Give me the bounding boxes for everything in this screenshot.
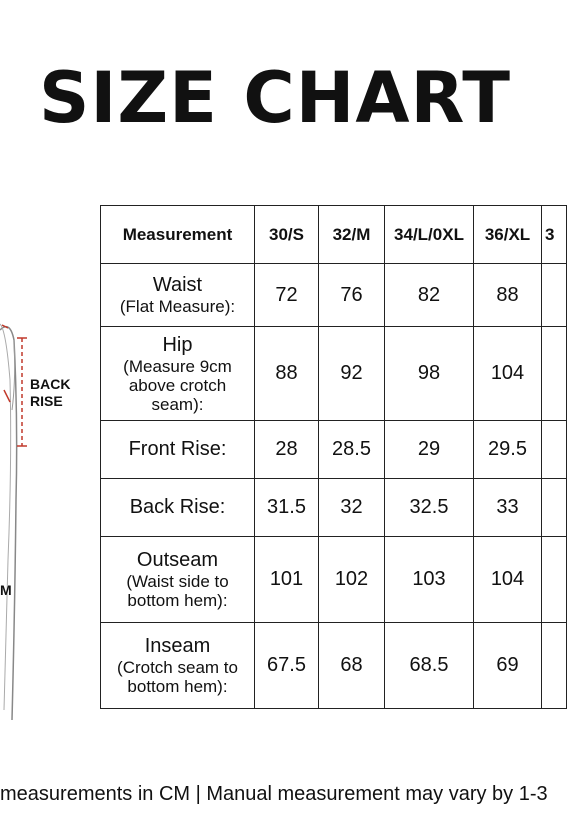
value-cell: 82 — [385, 264, 474, 327]
table-row — [101, 537, 567, 623]
measurement-name: Hip (Measure 9cm above crotch seam): — [101, 327, 255, 421]
table-row — [101, 479, 567, 537]
measurement-name: Inseam (Crotch seam to bottom hem): — [101, 623, 255, 709]
value-cell: 104 — [474, 327, 542, 421]
header-size: 30/S — [255, 206, 319, 264]
value-cell-cut — [542, 421, 567, 479]
value-cell: 31.5 — [255, 479, 319, 537]
value-cell: 88 — [474, 264, 542, 327]
header-measurement: Measurement — [101, 206, 255, 264]
header-size: 3 — [542, 206, 567, 264]
header-size: 34/L/0XL — [385, 206, 474, 264]
measurement-name: Back Rise: — [101, 479, 255, 537]
value-cell-cut — [542, 327, 567, 421]
value-cell: 33 — [474, 479, 542, 537]
measurement-name: Outseam (Waist side to bottom hem): — [101, 537, 255, 623]
table-row — [101, 264, 567, 327]
measurement-name: Waist (Flat Measure): — [101, 264, 255, 327]
footer-note: measurements in CM | Manual measurement may vary by 1-3 — [0, 783, 548, 805]
pants-sketch-image — [0, 300, 80, 740]
value-cell: 32.5 — [385, 479, 474, 537]
value-cell: 67.5 — [255, 623, 319, 709]
value-cell: 68.5 — [385, 623, 474, 709]
value-cell: 102 — [319, 537, 385, 623]
size-table — [100, 205, 567, 709]
table-row — [101, 421, 567, 479]
value-cell-cut — [542, 479, 567, 537]
table-header-row — [101, 206, 567, 264]
measurement-name: Front Rise: — [101, 421, 255, 479]
value-cell: 69 — [474, 623, 542, 709]
value-cell: 103 — [385, 537, 474, 623]
partial-diagram-label: M — [0, 582, 12, 598]
table-row — [101, 327, 567, 421]
value-cell: 104 — [474, 537, 542, 623]
table-row — [101, 623, 567, 709]
value-cell-cut — [542, 264, 567, 327]
value-cell: 92 — [319, 327, 385, 421]
value-cell: 29 — [385, 421, 474, 479]
value-cell: 98 — [385, 327, 474, 421]
back-rise-label: BACK RISE — [30, 376, 71, 409]
value-cell: 76 — [319, 264, 385, 327]
value-cell: 101 — [255, 537, 319, 623]
page-title: SIZE CHART — [38, 57, 512, 139]
value-cell: 88 — [255, 327, 319, 421]
size-table-container — [100, 205, 555, 709]
header-size: 36/XL — [474, 206, 542, 264]
value-cell: 28.5 — [319, 421, 385, 479]
value-cell: 28 — [255, 421, 319, 479]
value-cell-cut — [542, 623, 567, 709]
value-cell-cut — [542, 537, 567, 623]
value-cell: 68 — [319, 623, 385, 709]
value-cell: 72 — [255, 264, 319, 327]
value-cell: 29.5 — [474, 421, 542, 479]
value-cell: 32 — [319, 479, 385, 537]
header-size: 32/M — [319, 206, 385, 264]
